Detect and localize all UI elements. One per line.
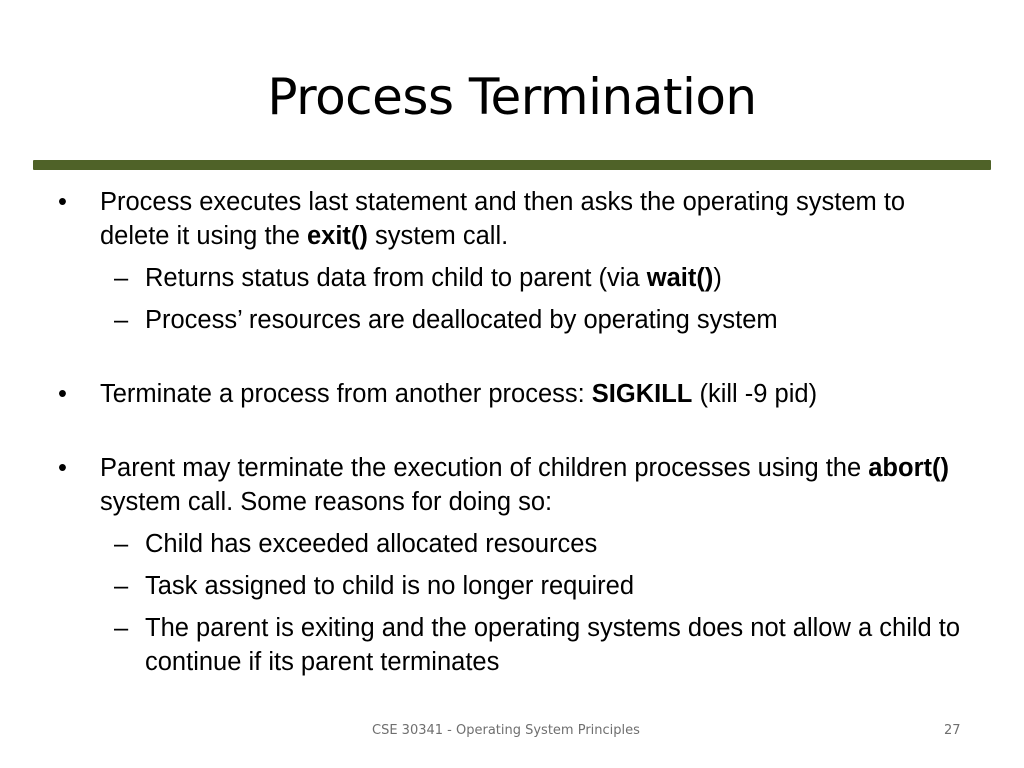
bullet-text: (kill -9 pid) xyxy=(692,380,818,408)
sub-bullet-text: Child has exceeded allocated resources xyxy=(145,530,598,558)
bullet-text: Terminate a process from another process: xyxy=(100,380,592,408)
sub-bullet-wait xyxy=(58,261,978,295)
sub-bullet-not-required xyxy=(58,569,978,603)
bullet-bold-term: exit() xyxy=(306,222,368,250)
bullet-text: Parent may terminate the execution of children processes using the xyxy=(100,454,869,482)
bullet-sigkill xyxy=(58,377,978,411)
sub-bullet-parent-exiting xyxy=(58,611,978,679)
sub-bullet-text: Returns status data from child to parent (via xyxy=(145,264,647,292)
sub-bullet-bold-term: wait() xyxy=(646,264,714,292)
bullet-text: system call. xyxy=(367,222,509,250)
bullet-abort xyxy=(58,451,978,519)
sub-bullet-text: ) xyxy=(713,264,722,292)
bullet-bold-term: abort() xyxy=(868,454,949,482)
footer-course: CSE 30341 - Operating System Principles xyxy=(372,723,640,738)
sub-bullet-text: The parent is exiting and the operating systems does not allow a child to continue if its parent terminates xyxy=(145,614,961,676)
bullet-process-exit xyxy=(58,185,978,253)
dash-marker: – xyxy=(114,614,129,642)
title-divider xyxy=(33,160,991,170)
sub-bullet-exceeded xyxy=(58,527,978,561)
bullet-marker: • xyxy=(58,454,67,482)
bullet-bold-term: SIGKILL xyxy=(591,380,693,408)
slide-content xyxy=(58,185,978,679)
sub-bullet-text: Task assigned to child is no longer required xyxy=(145,572,635,600)
bullet-text: Process executes last statement and then asks the operating system to delete it using the xyxy=(100,188,906,250)
slide-title: Process Termination xyxy=(267,68,757,126)
dash-marker: – xyxy=(114,306,129,334)
sub-bullet-text: Process’ resources are deallocated by operating system xyxy=(145,306,778,334)
bullet-text: system call. Some reasons for doing so: xyxy=(100,488,553,516)
page-number: 27 xyxy=(944,723,961,738)
sub-bullet-resources xyxy=(58,303,978,337)
bullet-marker: • xyxy=(58,380,67,408)
dash-marker: – xyxy=(114,572,129,600)
dash-marker: – xyxy=(114,264,129,292)
dash-marker: – xyxy=(114,530,129,558)
bullet-marker: • xyxy=(58,188,67,216)
